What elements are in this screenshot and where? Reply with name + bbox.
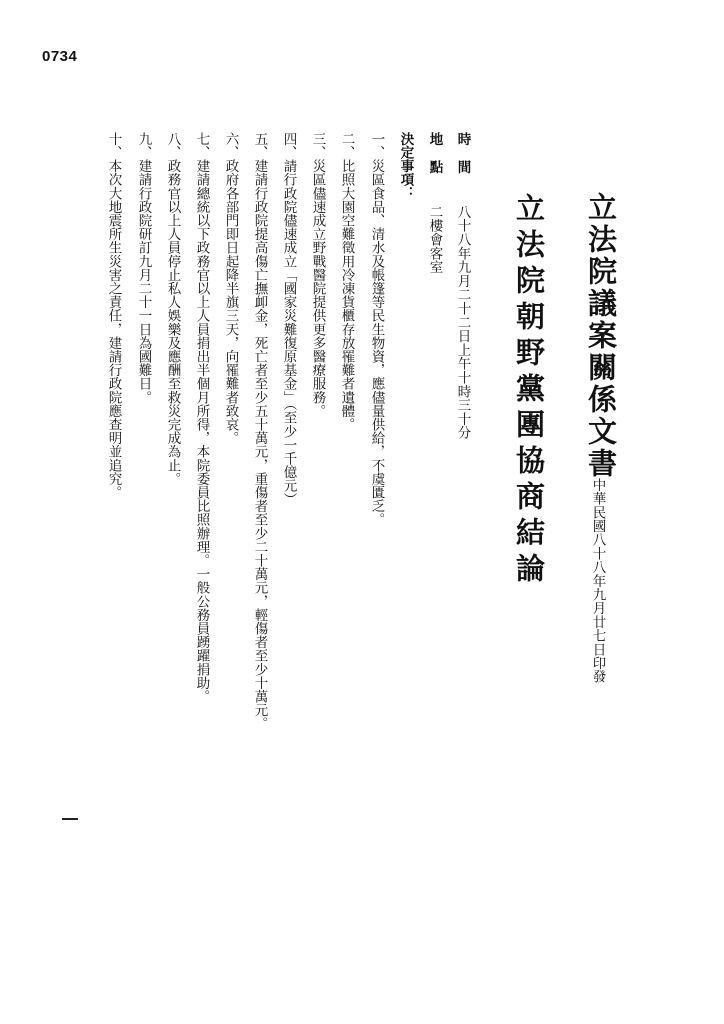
time-label — [455, 132, 469, 173]
decision-item-1: 一、災區食品、清水及帳篷等民生物資，應儘量供給，不虞匱乏。 — [368, 132, 385, 527]
document-title: 立法院議案關係文書 — [584, 192, 618, 480]
decision-item-8: 八、政務官以上人員停止私人娛樂及應酬至救災完成為止。 — [164, 132, 181, 486]
decision-item-2: 二、比照大園空難徵用冷凍貨櫃存放罹難者遺體。 — [338, 132, 355, 432]
place-value: 二樓會客室 — [426, 205, 443, 274]
conclusion-title: 立法院朝野黨團協商結論 — [512, 193, 546, 589]
decision-item-6: 六、政府各部門即日起降半旗三天，向罹難者致哀。 — [222, 132, 239, 445]
decision-item-4: 四、請行政院儘速成立「國家災難復原基金」（至少一千億元） — [280, 132, 297, 507]
place-label-char-1: 地 — [426, 132, 443, 146]
decision-item-3: 三、災區儘速成立野戰醫院提供更多醫療服務。 — [309, 132, 326, 418]
decision-item-7: 七、建請總統以下政務官以上人員捐出半個月所得，本院委員比照辦理。一般公務員踴躍捐助。 — [193, 132, 210, 704]
decision-item-10: 十、本次大地震所生災害之責任，建請行政院應查明並追究。 — [105, 132, 122, 500]
time-label-char-2: 間 — [454, 159, 471, 173]
place-label-char-2: 點 — [426, 159, 443, 173]
time-value: 八十八年九月二十二日上午十時三十分 — [454, 205, 471, 440]
decision-item-9: 九、建請行政院研訂九月二十一日為國難日。 — [135, 132, 152, 404]
place-label — [427, 132, 441, 173]
print-date: 中華民國八十八年九月廿七日印發 — [589, 478, 606, 684]
footer-page-mark — [62, 818, 78, 820]
decision-item-5: 五、建請行政院提高傷亡撫卹金，死亡者至少五十萬元，重傷者至少二十萬元，輕傷者至少十萬元。 — [251, 132, 268, 731]
decisions-label: 決定事項： — [397, 132, 414, 200]
time-label-char-1: 時 — [454, 132, 471, 146]
page-number: 0734 — [42, 48, 78, 65]
